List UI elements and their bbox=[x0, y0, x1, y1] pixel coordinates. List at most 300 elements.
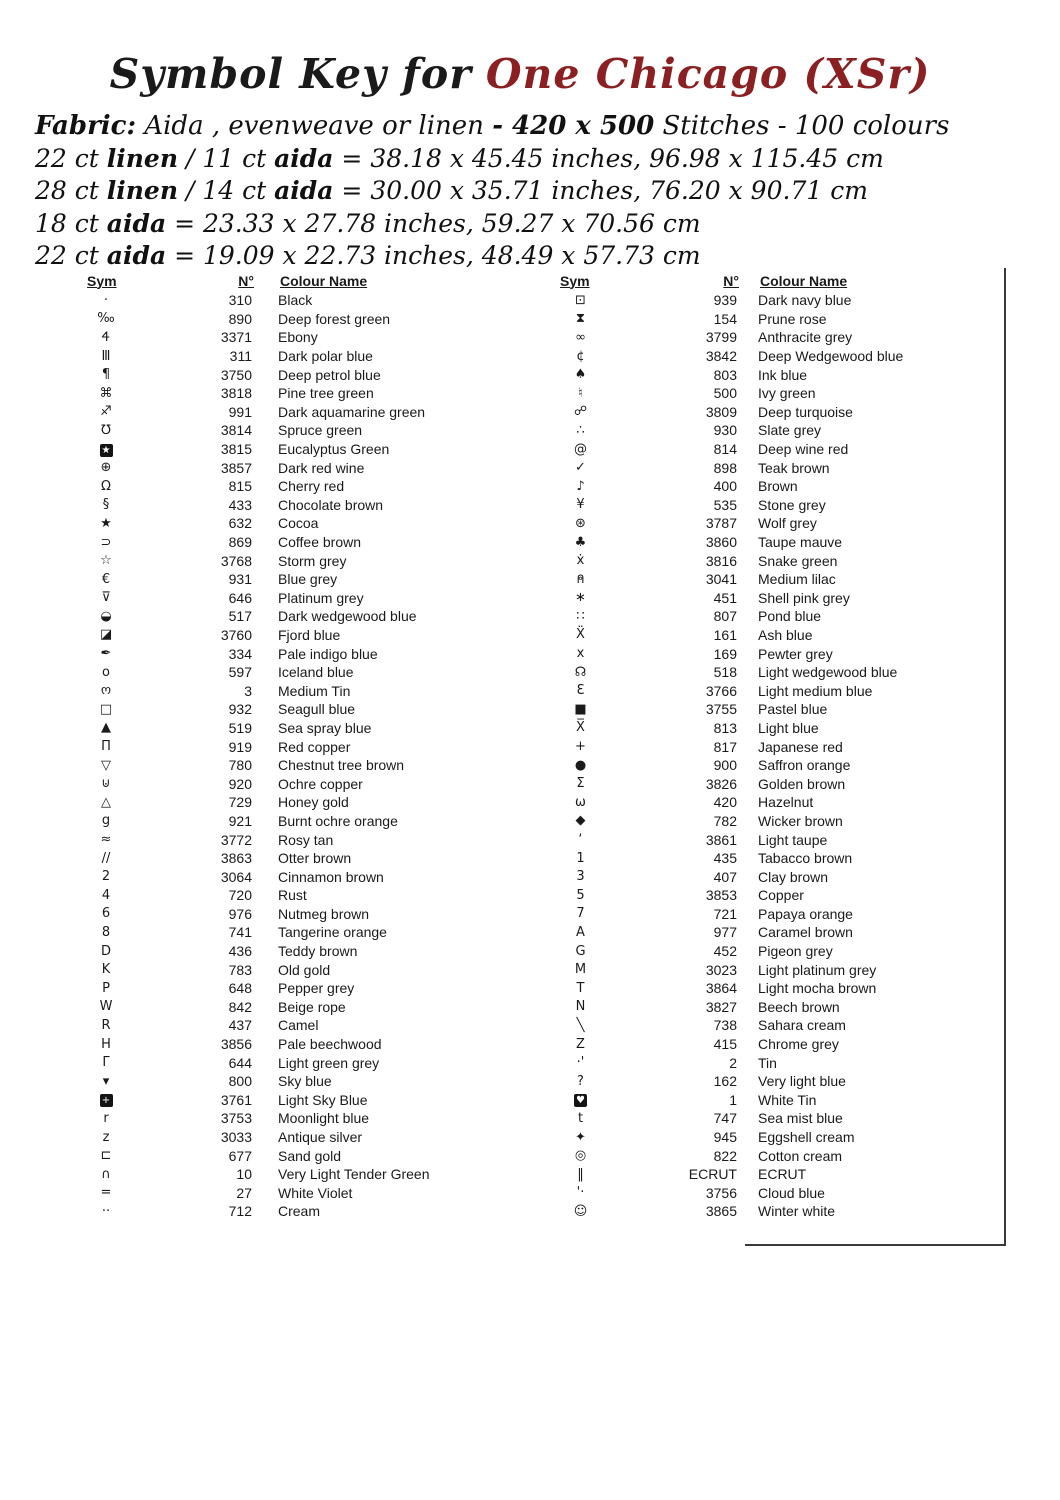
symbol-cell bbox=[85, 702, 127, 717]
symbol-cell bbox=[558, 497, 603, 512]
stitch-symbol: ∷ bbox=[576, 608, 585, 624]
number-cell: 3371 bbox=[220, 329, 252, 346]
number-cell: 452 bbox=[713, 943, 737, 960]
name-cell: Fjord blue bbox=[278, 626, 341, 643]
stitch-symbol: P bbox=[102, 980, 110, 996]
symbol-cell bbox=[558, 944, 603, 959]
stitch-symbol: ⊕ bbox=[100, 460, 112, 476]
table-row bbox=[85, 403, 525, 422]
stitch-symbol: ♠ bbox=[574, 367, 587, 383]
stitch-symbol: ‰ bbox=[97, 311, 115, 327]
number-cell: 803 bbox=[713, 366, 737, 383]
stitch-symbol: 8 bbox=[101, 924, 111, 940]
number-cell: 869 bbox=[228, 534, 252, 551]
number-cell: 161 bbox=[713, 626, 737, 643]
symbol-cell bbox=[558, 1092, 603, 1107]
symbol-cell bbox=[558, 311, 603, 326]
symbol-cell bbox=[558, 627, 603, 642]
number-cell: 3033 bbox=[220, 1129, 252, 1146]
name-cell: Dark red wine bbox=[278, 459, 365, 476]
number-cell: 817 bbox=[713, 738, 737, 755]
fabric-info bbox=[35, 110, 1025, 273]
number-cell: 3863 bbox=[220, 850, 252, 867]
name-cell: Light Sky Blue bbox=[278, 1091, 368, 1108]
number-cell: 3860 bbox=[705, 534, 737, 551]
symbol-cell bbox=[558, 442, 603, 457]
symbol-cell bbox=[85, 293, 127, 308]
number-cell: 800 bbox=[228, 1073, 252, 1090]
number-cell: 712 bbox=[228, 1203, 252, 1220]
stitch-symbol: ♥ bbox=[574, 1094, 587, 1107]
symbol-cell bbox=[558, 720, 603, 735]
table-row bbox=[85, 700, 525, 719]
table-row bbox=[85, 1091, 525, 1110]
number-cell: 3857 bbox=[220, 459, 252, 476]
number-cell: 3856 bbox=[220, 1036, 252, 1053]
stitch-symbol: Ẍ bbox=[576, 627, 585, 643]
stitch-symbol: Σ bbox=[576, 776, 585, 792]
symbol-cell bbox=[85, 1037, 127, 1052]
name-cell: Light blue bbox=[758, 719, 819, 736]
stitch-symbol: □ bbox=[99, 701, 113, 717]
stitch-symbol: N bbox=[575, 999, 586, 1015]
number-cell: 720 bbox=[228, 887, 252, 904]
number-cell: 334 bbox=[228, 645, 252, 662]
symbol-cell bbox=[85, 1055, 127, 1070]
stitch-symbol: ო bbox=[100, 683, 112, 699]
number-cell: 169 bbox=[713, 645, 737, 662]
stitch-symbol: ∗ bbox=[575, 590, 586, 606]
number-cell: 3818 bbox=[220, 385, 252, 402]
symbol-cell bbox=[558, 646, 603, 661]
table-row bbox=[85, 774, 525, 793]
stitch-symbol: ·' bbox=[576, 1055, 585, 1071]
name-cell: Deep forest green bbox=[278, 310, 391, 327]
name-cell: Chestnut tree brown bbox=[278, 757, 405, 774]
number-cell: 535 bbox=[713, 496, 737, 513]
name-cell: Prune rose bbox=[758, 310, 827, 327]
number-cell: 3853 bbox=[705, 887, 737, 904]
stitch-symbol: ẋ bbox=[576, 553, 585, 569]
stitch-symbol: ¢ bbox=[576, 348, 585, 364]
stitch-symbol: o bbox=[102, 664, 110, 680]
fabric-line: 28 ct linen / 14 ct aida = 30.00 x 35.71 inches, 76.20 x 90.71 cm bbox=[35, 176, 868, 205]
name-cell: Clay brown bbox=[758, 868, 829, 885]
number-cell: 597 bbox=[228, 664, 252, 681]
symbol-cell bbox=[558, 869, 603, 884]
stitch-symbol: ◆ bbox=[575, 813, 586, 829]
symbol-cell bbox=[558, 609, 603, 624]
number-cell: 3760 bbox=[220, 626, 252, 643]
name-cell: Wicker brown bbox=[758, 812, 843, 829]
stitch-symbol: ‖ bbox=[577, 1166, 584, 1182]
number-cell: 930 bbox=[713, 422, 737, 439]
number-cell: 433 bbox=[228, 496, 252, 513]
number-cell: 632 bbox=[228, 515, 252, 532]
symbol-cell bbox=[85, 553, 127, 568]
name-cell: Camel bbox=[278, 1017, 319, 1034]
stitch-symbol: ∴ bbox=[576, 422, 585, 438]
symbol-cell bbox=[85, 925, 127, 940]
name-cell: Honey gold bbox=[278, 794, 349, 811]
symbol-cell bbox=[85, 1167, 127, 1182]
symbol-cell bbox=[558, 1185, 603, 1200]
number-cell: 783 bbox=[228, 961, 252, 978]
number-cell: 420 bbox=[713, 794, 737, 811]
symbol-cell bbox=[558, 665, 603, 680]
name-cell: Pine tree green bbox=[278, 385, 374, 402]
table-row bbox=[85, 533, 525, 552]
number-cell: 3753 bbox=[220, 1110, 252, 1127]
stitch-symbol: ¶ bbox=[101, 367, 111, 383]
number-cell: 407 bbox=[713, 868, 737, 885]
symbol-cell bbox=[558, 832, 603, 847]
header-colour-name: Colour Name bbox=[280, 272, 368, 289]
number-cell: 3750 bbox=[220, 366, 252, 383]
table-row bbox=[85, 960, 525, 979]
stitch-symbol: ∞ bbox=[575, 329, 586, 345]
stitch-symbol: ⊛ bbox=[575, 515, 586, 531]
number-cell: 500 bbox=[713, 385, 737, 402]
name-cell: Pewter grey bbox=[758, 645, 833, 662]
name-cell: Chrome grey bbox=[758, 1036, 839, 1053]
number-cell: 813 bbox=[713, 719, 737, 736]
name-cell: Light mocha brown bbox=[758, 980, 877, 997]
symbol-cell bbox=[85, 869, 127, 884]
symbol-cell bbox=[558, 999, 603, 1014]
symbol-cell bbox=[85, 1111, 127, 1126]
stitch-symbol: @ bbox=[574, 441, 587, 457]
symbol-cell bbox=[85, 386, 127, 401]
number-cell: 741 bbox=[228, 924, 252, 941]
table-row bbox=[85, 905, 525, 924]
symbol-cell bbox=[558, 776, 603, 791]
symbol-cell bbox=[558, 1148, 603, 1163]
number-cell: 646 bbox=[228, 589, 252, 606]
table-row bbox=[85, 477, 525, 496]
stitch-symbol: = bbox=[100, 1185, 112, 1201]
symbol-cell bbox=[558, 460, 603, 475]
name-cell: Wolf grey bbox=[758, 515, 817, 532]
stitch-symbol: 5 bbox=[576, 887, 585, 903]
name-cell: Anthracite grey bbox=[758, 329, 853, 346]
number-cell: 939 bbox=[713, 292, 737, 309]
number-cell: 3755 bbox=[705, 701, 737, 718]
symbol-cell bbox=[558, 925, 603, 940]
stitch-symbol: Ⅲ bbox=[101, 348, 111, 364]
table-row bbox=[85, 942, 525, 961]
name-cell: Sand gold bbox=[278, 1147, 342, 1164]
number-cell: 3787 bbox=[705, 515, 737, 532]
stitch-symbol: ╲ bbox=[576, 1017, 585, 1033]
table-row bbox=[85, 458, 525, 477]
stitch-symbol: ⧗ bbox=[575, 311, 586, 327]
symbol-cell bbox=[85, 1092, 127, 1107]
table-row bbox=[85, 793, 525, 812]
number-cell: 3861 bbox=[705, 831, 737, 848]
stitch-symbol: g bbox=[101, 813, 111, 829]
name-cell: Red copper bbox=[278, 738, 351, 755]
number-cell: 898 bbox=[713, 459, 737, 476]
symbol-cell bbox=[85, 497, 127, 512]
table-row bbox=[85, 347, 525, 366]
stitch-symbol: K bbox=[101, 962, 111, 978]
stitch-symbol: ♪ bbox=[576, 478, 585, 494]
table-row bbox=[85, 1184, 525, 1203]
number-cell: 976 bbox=[228, 905, 252, 922]
name-cell: Otter brown bbox=[278, 850, 352, 867]
symbol-cell bbox=[85, 627, 127, 642]
name-cell: Spruce green bbox=[278, 422, 363, 439]
stitch-symbol: ♐ bbox=[100, 404, 112, 420]
symbol-cell bbox=[558, 702, 603, 717]
symbol-cell bbox=[85, 739, 127, 754]
name-cell: Beige rope bbox=[278, 998, 346, 1015]
number-cell: 677 bbox=[228, 1147, 252, 1164]
symbol-cell bbox=[558, 330, 603, 345]
stitch-symbol: ⊡ bbox=[575, 292, 586, 308]
name-cell: Deep Wedgewood blue bbox=[758, 348, 904, 365]
symbol-cell bbox=[85, 906, 127, 921]
number-cell: 3 bbox=[244, 682, 252, 699]
name-cell: Beech brown bbox=[758, 998, 840, 1015]
symbol-cell bbox=[85, 1204, 127, 1219]
stitch-symbol: '· bbox=[576, 1185, 585, 1201]
symbol-cell bbox=[558, 553, 603, 568]
symbol-cell bbox=[558, 906, 603, 921]
symbol-cell bbox=[85, 851, 127, 866]
name-cell: Saffron orange bbox=[758, 757, 851, 774]
stitch-symbol: · bbox=[103, 292, 109, 308]
header-number: N° bbox=[238, 272, 254, 289]
symbol-cell bbox=[558, 1074, 603, 1089]
number-cell: 437 bbox=[228, 1017, 252, 1034]
symbol-cell bbox=[558, 1204, 603, 1219]
stitch-symbol: Π bbox=[101, 739, 111, 755]
stitch-symbol: 3 bbox=[576, 869, 585, 885]
name-cell: Blue grey bbox=[278, 571, 338, 588]
symbol-cell bbox=[558, 1111, 603, 1126]
header-sym: Sym bbox=[87, 272, 117, 289]
name-cell: Tangerine orange bbox=[278, 924, 387, 941]
number-cell: 3842 bbox=[705, 348, 737, 365]
table-row bbox=[85, 923, 525, 942]
table-row bbox=[85, 756, 525, 775]
number-cell: 780 bbox=[228, 757, 252, 774]
symbol-cell bbox=[85, 1130, 127, 1145]
table-row bbox=[85, 1146, 525, 1165]
name-cell: Black bbox=[278, 292, 313, 309]
number-cell: 3809 bbox=[705, 403, 737, 420]
stitch-symbol: ∩ bbox=[101, 1166, 111, 1182]
number-cell: 747 bbox=[713, 1110, 737, 1127]
symbol-cell bbox=[85, 795, 127, 810]
header-sym: Sym bbox=[560, 272, 590, 289]
table-row bbox=[85, 421, 525, 440]
name-cell: Deep wine red bbox=[758, 441, 849, 458]
number-cell: 519 bbox=[228, 719, 252, 736]
symbol-cell bbox=[558, 1018, 603, 1033]
name-cell: Iceland blue bbox=[278, 664, 354, 681]
symbol-cell bbox=[85, 944, 127, 959]
table-row bbox=[85, 979, 525, 998]
name-cell: Hazelnut bbox=[758, 794, 814, 811]
symbol-cell bbox=[85, 404, 127, 419]
name-cell: White Tin bbox=[758, 1091, 817, 1108]
table-right-border bbox=[745, 268, 1006, 1246]
symbol-cell bbox=[558, 367, 603, 382]
header-number: N° bbox=[723, 272, 739, 289]
symbol-cell bbox=[558, 981, 603, 996]
name-cell: Shell pink grey bbox=[758, 589, 850, 606]
number-cell: 919 bbox=[228, 738, 252, 755]
table-row bbox=[85, 644, 525, 663]
number-cell: 10 bbox=[236, 1166, 252, 1183]
number-cell: 3799 bbox=[705, 329, 737, 346]
symbol-cell bbox=[558, 293, 603, 308]
name-cell: Cinnamon brown bbox=[278, 868, 384, 885]
name-cell: Dark wedgewood blue bbox=[278, 608, 417, 625]
number-cell: 3826 bbox=[705, 775, 737, 792]
symbol-cell bbox=[85, 1185, 127, 1200]
name-cell: Papaya orange bbox=[758, 905, 853, 922]
table-row bbox=[85, 867, 525, 886]
table-row bbox=[85, 812, 525, 831]
table-row bbox=[85, 328, 525, 347]
symbol-cell bbox=[85, 981, 127, 996]
number-cell: 3814 bbox=[220, 422, 252, 439]
symbol-table-left bbox=[85, 270, 525, 1221]
table-row bbox=[85, 310, 525, 329]
name-cell: Cream bbox=[278, 1203, 321, 1220]
table-row bbox=[85, 1072, 525, 1091]
symbol-cell bbox=[85, 813, 127, 828]
name-cell: Snake green bbox=[758, 552, 838, 569]
number-cell: 3766 bbox=[705, 682, 737, 699]
stitch-symbol: △ bbox=[101, 794, 111, 810]
stitch-symbol: ⊍ bbox=[101, 776, 111, 792]
table-row bbox=[85, 384, 525, 403]
symbol-cell bbox=[558, 386, 603, 401]
number-cell: 822 bbox=[713, 1147, 737, 1164]
number-cell: 3864 bbox=[705, 980, 737, 997]
table-row bbox=[85, 291, 525, 310]
name-cell: Tin bbox=[758, 1054, 777, 1071]
number-cell: 890 bbox=[228, 310, 252, 327]
symbol-cell bbox=[558, 683, 603, 698]
symbol-cell bbox=[558, 516, 603, 531]
name-cell: Slate grey bbox=[758, 422, 822, 439]
number-cell: 842 bbox=[228, 998, 252, 1015]
stitch-symbol: ▽ bbox=[101, 757, 111, 773]
name-cell: Pastel blue bbox=[758, 701, 828, 718]
stitch-symbol: § bbox=[102, 497, 110, 513]
stitch-symbol: ✦ bbox=[575, 1129, 586, 1145]
stitch-symbol: 4 bbox=[101, 887, 111, 903]
number-cell: 3041 bbox=[705, 571, 737, 588]
stitch-symbol: // bbox=[101, 850, 111, 866]
number-cell: 738 bbox=[713, 1017, 737, 1034]
number-cell: 648 bbox=[228, 980, 252, 997]
symbol-cell bbox=[558, 739, 603, 754]
number-cell: 945 bbox=[713, 1129, 737, 1146]
number-cell: 3865 bbox=[705, 1203, 737, 1220]
number-cell: 3761 bbox=[220, 1091, 252, 1108]
table-row bbox=[85, 589, 525, 608]
symbol-cell bbox=[85, 590, 127, 605]
symbol-cell bbox=[85, 1074, 127, 1089]
symbol-cell bbox=[85, 535, 127, 550]
number-cell: 920 bbox=[228, 775, 252, 792]
number-cell: 451 bbox=[713, 589, 737, 606]
symbol-cell bbox=[85, 999, 127, 1014]
number-cell: 782 bbox=[713, 812, 737, 829]
stitch-symbol: 2 bbox=[101, 869, 111, 885]
symbol-cell bbox=[558, 423, 603, 438]
name-cell: Pepper grey bbox=[278, 980, 355, 997]
stitch-symbol: Ω bbox=[101, 478, 111, 494]
symbol-cell bbox=[558, 572, 603, 587]
number-cell: 436 bbox=[228, 943, 252, 960]
symbol-cell bbox=[85, 683, 127, 698]
name-cell: Copper bbox=[758, 887, 804, 904]
name-cell: Pale indigo blue bbox=[278, 645, 378, 662]
stitch-symbol: t bbox=[577, 1110, 584, 1126]
number-cell: 721 bbox=[713, 905, 737, 922]
name-cell: Dark polar blue bbox=[278, 348, 373, 365]
name-cell: Light wedgewood blue bbox=[758, 664, 898, 681]
stitch-symbol: ★ bbox=[100, 515, 112, 531]
stitch-symbol: ▾ bbox=[102, 1073, 110, 1089]
name-cell: Rust bbox=[278, 887, 307, 904]
number-cell: 900 bbox=[713, 757, 737, 774]
table-row bbox=[85, 1109, 525, 1128]
table-row bbox=[85, 1016, 525, 1035]
number-cell: 310 bbox=[228, 292, 252, 309]
number-cell: 154 bbox=[713, 310, 737, 327]
number-cell: ECRUT bbox=[688, 1166, 737, 1183]
stitch-symbol: ★ bbox=[100, 444, 113, 457]
stitch-symbol: 6 bbox=[101, 906, 111, 922]
table-row bbox=[85, 719, 525, 738]
number-cell: 2 bbox=[729, 1054, 737, 1071]
fabric-line: Fabric: Aida , evenweave or linen - 420 x 500 Stitches - 100 colours bbox=[35, 111, 950, 141]
name-cell: Caramel brown bbox=[758, 924, 853, 941]
number-cell: 3023 bbox=[705, 961, 737, 978]
number-cell: 517 bbox=[228, 608, 252, 625]
name-cell: Old gold bbox=[278, 961, 331, 978]
number-cell: 3815 bbox=[220, 441, 252, 458]
fabric-line: 18 ct aida = 23.33 x 27.78 inches, 59.27 x 70.56 cm bbox=[35, 208, 701, 238]
name-cell: Rosy tan bbox=[278, 831, 334, 848]
number-cell: 931 bbox=[228, 571, 252, 588]
title-project-name: One Chicago (XSr) bbox=[485, 50, 931, 98]
symbol-cell bbox=[85, 758, 127, 773]
name-cell: Deep petrol blue bbox=[278, 366, 381, 383]
stitch-symbol: ● bbox=[574, 757, 587, 773]
name-cell: Nutmeg brown bbox=[278, 905, 370, 922]
table-row bbox=[85, 1202, 525, 1221]
name-cell: Sea mist blue bbox=[758, 1110, 843, 1127]
name-cell: Very Light Tender Green bbox=[278, 1166, 430, 1183]
stitch-symbol: ◒ bbox=[100, 608, 112, 624]
stitch-symbol: Ꮞ bbox=[101, 329, 111, 345]
symbol-cell bbox=[558, 349, 603, 364]
stitch-symbol: Ɛ bbox=[576, 683, 585, 699]
stitch-symbol: ℧ bbox=[101, 422, 111, 438]
stitch-symbol: ≈ bbox=[100, 832, 112, 848]
name-cell: Antique silver bbox=[278, 1129, 363, 1146]
